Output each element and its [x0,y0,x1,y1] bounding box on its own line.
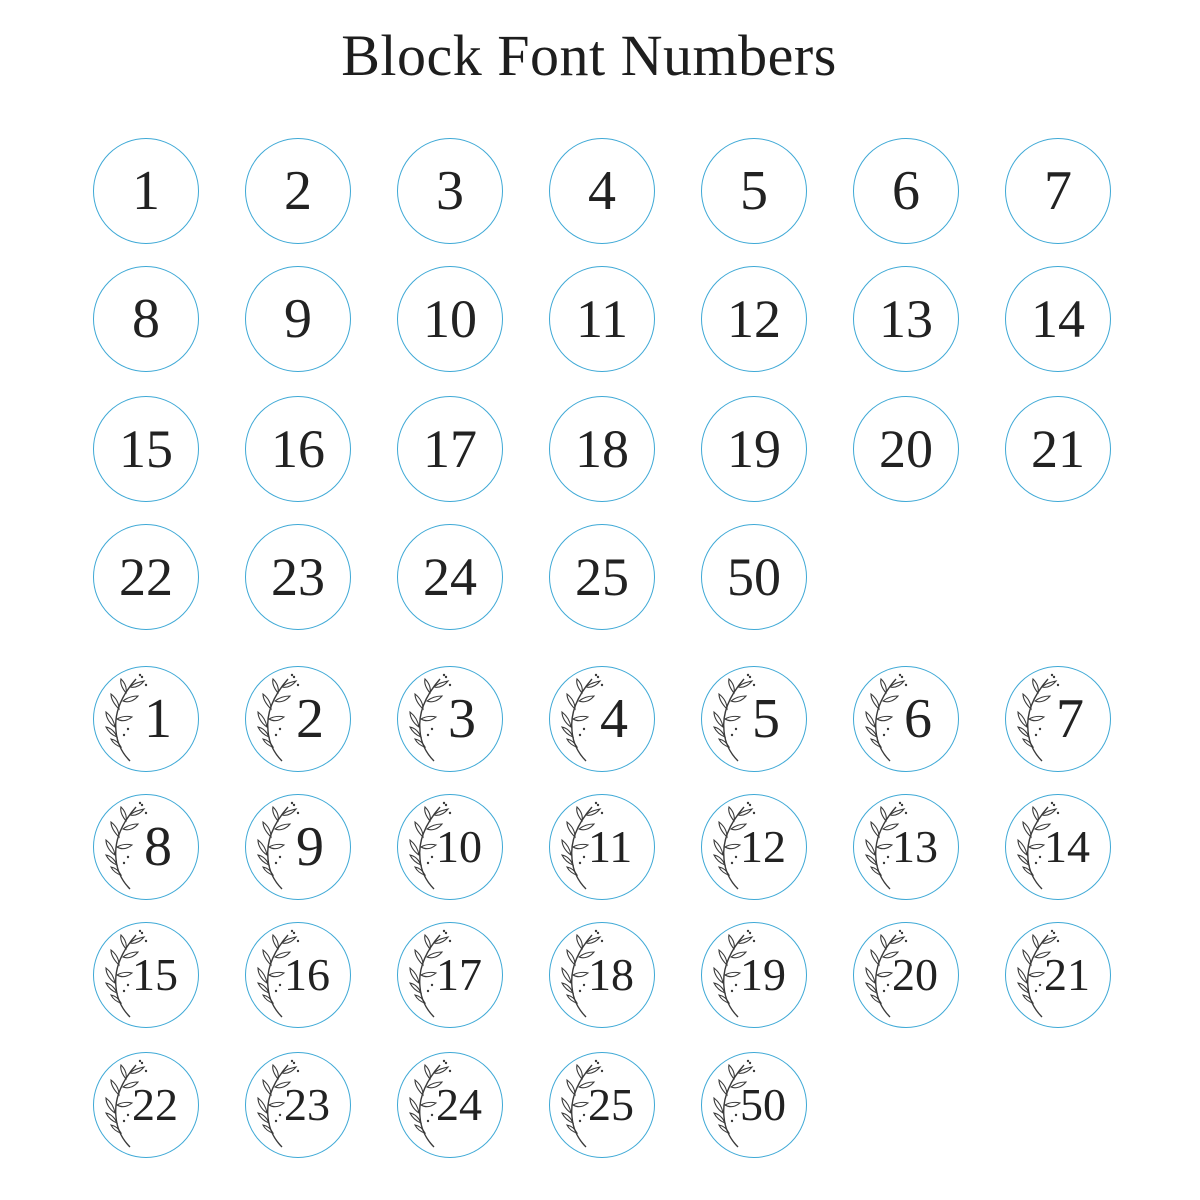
number-label: 12 [740,821,786,872]
number-label: 22 [119,547,173,607]
number-label: 5 [752,688,780,750]
number-circle [397,138,503,244]
number-label: 3 [448,688,476,750]
number-label: 14 [1044,821,1090,872]
number-label: 2 [284,160,312,222]
number-label: 23 [271,547,325,607]
number-label: 1 [144,688,172,750]
number-label: 14 [1031,289,1085,349]
number-circle [701,524,807,630]
number-label: 5 [740,160,768,222]
number-label: 18 [575,419,629,479]
number-label: 4 [588,160,616,222]
number-label: 8 [132,288,160,350]
number-label: 21 [1031,419,1085,479]
leaf-number-circle [397,666,503,772]
number-label: 15 [132,949,178,1000]
number-label: 17 [423,419,477,479]
leaf-number-circle [245,666,351,772]
number-label: 50 [727,547,781,607]
number-label: 1 [132,160,160,222]
number-label: 3 [436,160,464,222]
number-circle [93,266,199,372]
number-label: 10 [436,821,482,872]
number-label: 13 [879,289,933,349]
leaf-number-circle [397,1052,503,1158]
number-label: 19 [727,419,781,479]
number-label: 25 [588,1079,634,1130]
number-circle [701,266,807,372]
leaf-number-circle [93,666,199,772]
number-circle [397,396,503,502]
number-label: 22 [132,1079,178,1130]
leaf-number-circle [853,794,959,900]
leaf-number-circle [397,794,503,900]
number-label: 4 [600,688,628,750]
number-label: 6 [892,160,920,222]
number-label: 7 [1056,688,1084,750]
leaf-number-circle [245,922,351,1028]
number-circle [549,524,655,630]
number-label: 16 [284,949,330,1000]
leaf-number-circle [1005,666,1111,772]
number-circle [93,524,199,630]
number-label: 23 [284,1079,330,1130]
leaf-number-circle [701,794,807,900]
number-circle [93,396,199,502]
leaf-number-circle [549,1052,655,1158]
number-circle [397,524,503,630]
leaf-number-circle [701,666,807,772]
number-label: 9 [296,816,324,878]
leaf-number-circle [93,922,199,1028]
leaf-number-circle [701,1052,807,1158]
number-circle [397,266,503,372]
number-circle [549,396,655,502]
number-label: 13 [892,821,938,872]
leaf-number-circle [853,922,959,1028]
number-circle [1005,266,1111,372]
leaf-number-circle [549,794,655,900]
number-label: 8 [144,816,172,878]
number-circle [245,138,351,244]
leaf-number-circle [93,794,199,900]
number-label: 16 [271,419,325,479]
number-circle [1005,396,1111,502]
number-circle [1005,138,1111,244]
number-circle [853,396,959,502]
number-label: 17 [436,949,482,1000]
leaf-number-circle [1005,922,1111,1028]
number-circle [245,396,351,502]
number-label: 25 [575,547,629,607]
leaf-number-circle [1005,794,1111,900]
number-label: 11 [576,289,628,349]
number-label: 10 [423,289,477,349]
number-circle [701,138,807,244]
number-circle [549,266,655,372]
number-label: 9 [284,288,312,350]
number-label: 7 [1044,160,1072,222]
page-title: Block Font Numbers [341,23,837,88]
leaf-number-circle [93,1052,199,1158]
number-label: 15 [119,419,173,479]
leaf-number-circle [701,922,807,1028]
leaf-number-circle [245,1052,351,1158]
number-label: 24 [436,1079,482,1130]
leaf-number-circle [853,666,959,772]
number-circle [245,266,351,372]
number-circle [701,396,807,502]
number-circle [853,266,959,372]
number-circle [853,138,959,244]
number-label: 20 [892,949,938,1000]
number-circle [245,524,351,630]
number-circle [549,138,655,244]
number-label: 20 [879,419,933,479]
leaf-number-circle [549,666,655,772]
number-circle [93,138,199,244]
number-label: 12 [727,289,781,349]
leaf-number-circle [245,794,351,900]
number-label: 19 [740,949,786,1000]
number-label: 11 [588,821,633,872]
number-label: 18 [588,949,634,1000]
number-label: 6 [904,688,932,750]
number-label: 24 [423,547,477,607]
number-label: 2 [296,688,324,750]
leaf-number-circle [549,922,655,1028]
number-label: 50 [740,1079,786,1130]
leaf-number-circle [397,922,503,1028]
number-label: 21 [1044,949,1090,1000]
